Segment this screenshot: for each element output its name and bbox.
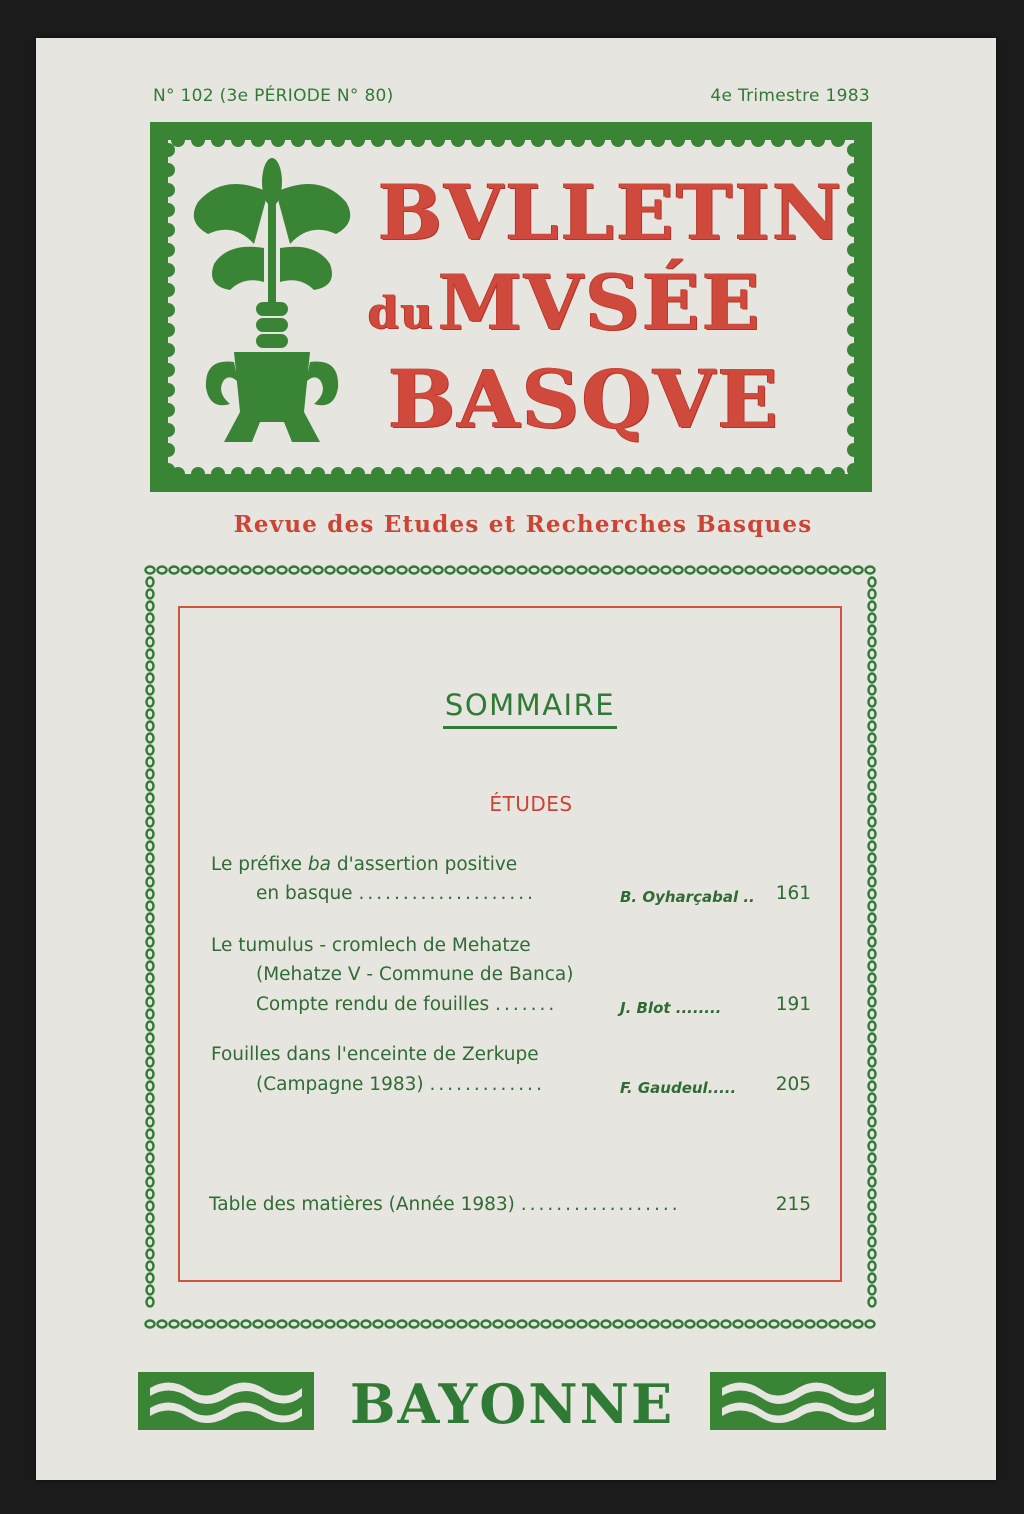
leader-dots: ....... <box>495 994 558 1015</box>
masthead-basque: BASQVE <box>388 352 781 446</box>
issue-number: N° 102 (3e PÉRIODE N° 80) <box>153 86 394 106</box>
footer-city: BAYONNE <box>349 1372 675 1436</box>
entry-1-page: 161 <box>775 883 811 904</box>
entry-1-title <box>211 854 517 875</box>
journal-subtitle: Revue des Etudes et Recherches Basques <box>233 511 813 538</box>
masthead-banner <box>150 122 872 492</box>
vase-plant-emblem <box>184 152 364 462</box>
contents-heading <box>36 688 996 729</box>
masthead-du: du <box>368 288 435 339</box>
index-entry <box>209 1194 681 1215</box>
index-page: 215 <box>775 1194 811 1215</box>
entry-2-note-text: Compte rendu de fouilles <box>256 994 490 1015</box>
entry-1-subtitle <box>256 883 536 904</box>
leader-dots: ............. <box>429 1074 545 1095</box>
leader-dots: .................... <box>358 883 537 904</box>
masthead-bulletin: BVLLETIN <box>378 168 844 257</box>
entry-3-author-text: F. Gaudeul <box>620 1079 708 1097</box>
entry-3-title: Fouilles dans l'enceinte de Zerkupe <box>211 1044 539 1065</box>
entry-2-author: J. Blot ........ <box>620 999 722 1017</box>
entry-2-note <box>256 994 557 1015</box>
entry-1-subtitle-text: en basque <box>256 883 353 904</box>
section-heading-etudes: ÉTUDES <box>489 792 573 816</box>
cover-page <box>36 38 996 1480</box>
entry-1-title-a: Le préfixe <box>211 854 308 875</box>
entry-1-author: B. Oyharçabal .. <box>620 888 755 906</box>
entry-1-title-b: d'assertion positive <box>330 854 518 875</box>
contents-heading-text: SOMMAIRE <box>443 688 617 729</box>
masthead-musee: MVSÉE <box>438 258 762 347</box>
entry-2-page: 191 <box>775 994 811 1015</box>
entry-2-subtitle: (Mehatze V - Commune de Banca) <box>256 964 574 985</box>
issue-period: 4e Trimestre 1983 <box>710 86 870 106</box>
footer-band <box>138 1366 886 1436</box>
entry-2-title: Le tumulus - cromlech de Mehatze <box>211 935 531 956</box>
entry-3-subtitle <box>256 1074 545 1095</box>
masthead-panel <box>168 140 854 474</box>
index-entry-text: Table des matières (Année 1983) <box>209 1194 515 1215</box>
entry-1-title-em: ba <box>307 854 331 875</box>
entry-1-author-text: B. Oyharçabal <box>620 888 739 906</box>
entry-3-subtitle-text: (Campagne 1983) <box>256 1074 424 1095</box>
leader-dots: .................. <box>520 1194 681 1215</box>
entry-3-author: F. Gaudeul..... <box>620 1079 737 1097</box>
entry-3-page: 205 <box>775 1074 811 1095</box>
entry-2-author-text: J. Blot <box>620 999 671 1017</box>
